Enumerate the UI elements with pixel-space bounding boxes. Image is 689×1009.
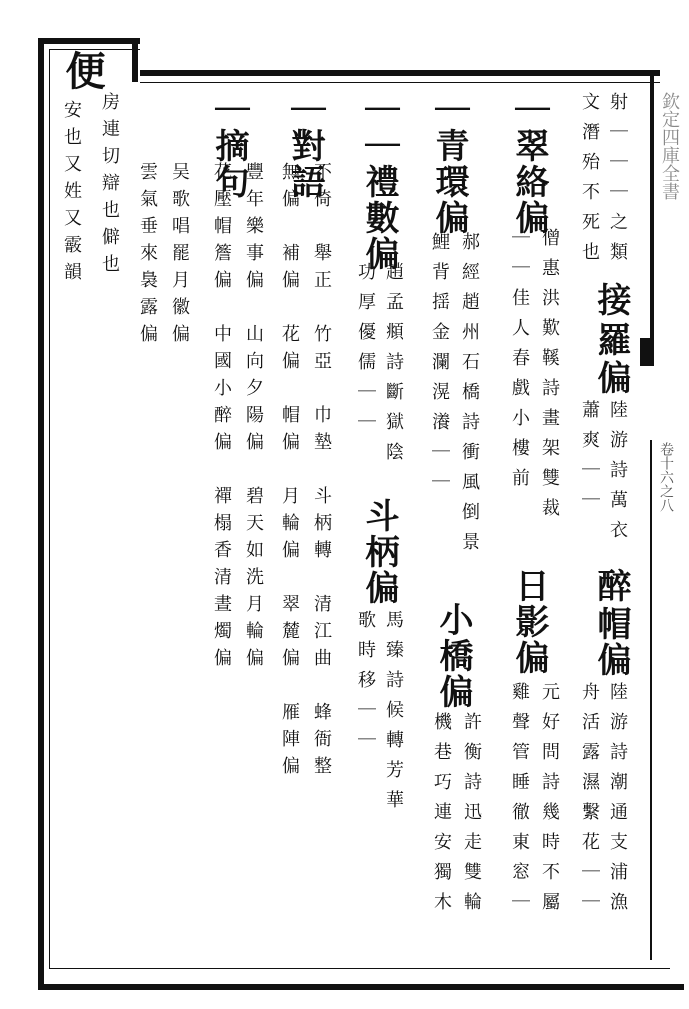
text-column: 趙孟頫詩斷獄陰 (383, 262, 404, 472)
text-column: 文潛殆不死也 (579, 92, 600, 272)
headword-column: 斗柄偏 (359, 498, 399, 606)
text-column: 不倚 舉正 竹亞 巾墊 斗柄轉 清江曲 蜂衙整 (311, 162, 332, 783)
headword-column: ｜青環偏 (429, 92, 469, 236)
text-column: 僧惠洪歎鞵詩畫架雙裁 (539, 228, 560, 528)
gloss-column: 安也又姓又霰韻 (61, 100, 82, 289)
text-column: 歌時移｜｜ (355, 610, 376, 760)
header-rule-thick (140, 70, 660, 76)
text-column: 雞聲管睡徹東窓｜ (509, 682, 530, 922)
text-column: 無偏 補偏 花偏 帽偏 月輪偏 翠麓偏 雁陣偏 (279, 162, 300, 783)
text-column: 陸游詩萬衣 (607, 400, 628, 550)
headword-char: 帽 (591, 606, 631, 642)
text-column: ｜｜佳人春戲小樓前 (509, 228, 530, 498)
text-column: 雲氣垂來裊露偏 (137, 162, 158, 351)
headword-column: 小橋偏 (433, 602, 473, 710)
headword-column: ｜｜禮數偏 (359, 92, 399, 272)
text-column: 功厚優儒｜｜ (355, 262, 376, 442)
text-column: 花壓帽簷偏 中國小醉偏 禪榻香清晝燭偏 (211, 162, 232, 675)
chapter-label: 卷十六之八 (658, 442, 674, 512)
text-column: 鯉背揺金瀾滉瀁｜｜ (429, 232, 450, 502)
text-column: 許衡詩迅走雙輪 (461, 712, 482, 922)
text-column: 機巷巧連安獨木 (431, 712, 452, 922)
headword-char: 偏 (591, 360, 631, 396)
fish-tail-mark (640, 338, 654, 366)
header-whitespace (140, 38, 688, 74)
margin-rule-lower (650, 440, 652, 960)
text-column: 蕭爽｜｜ (579, 400, 600, 520)
headword-char: 醉 (591, 568, 631, 604)
headword-column: 日影偏 (509, 568, 549, 676)
text-column: 元好問詩幾時不屬 (539, 682, 560, 922)
text-column: 馬臻詩候轉芳華 (383, 610, 404, 820)
text-column: 豐年樂事偏 山向夕陽偏 碧天如洗月輪偏 (243, 162, 264, 675)
text-column: 陸游詩潮通支浦漁 (607, 682, 628, 922)
header-rule-thin (140, 82, 660, 83)
text-column: 郝經趙州石橋詩衝風倒景 (459, 232, 480, 562)
entry-character: 便 (59, 50, 106, 92)
text-column: 射｜｜｜之類 (607, 92, 628, 272)
headword-char: 羅 (591, 322, 631, 358)
gloss-column: 房連切辯也僻也 (99, 92, 120, 281)
text-column: 舟活露濕繫花｜｜ (579, 682, 600, 922)
headword-column: ｜翠絡偏 (509, 92, 549, 236)
running-title: 欽定四庫全書 (659, 92, 680, 200)
headword-char: 偏 (591, 642, 631, 678)
text-column: 吴歌唱罷月徽偏 (169, 162, 190, 351)
section-heading: ｜摘句 (209, 92, 249, 200)
margin-rule-upper (650, 76, 654, 346)
header-divider-vertical (132, 44, 138, 82)
headword-char: 接 (591, 282, 631, 318)
section-heading: ｜對語 (285, 92, 325, 200)
